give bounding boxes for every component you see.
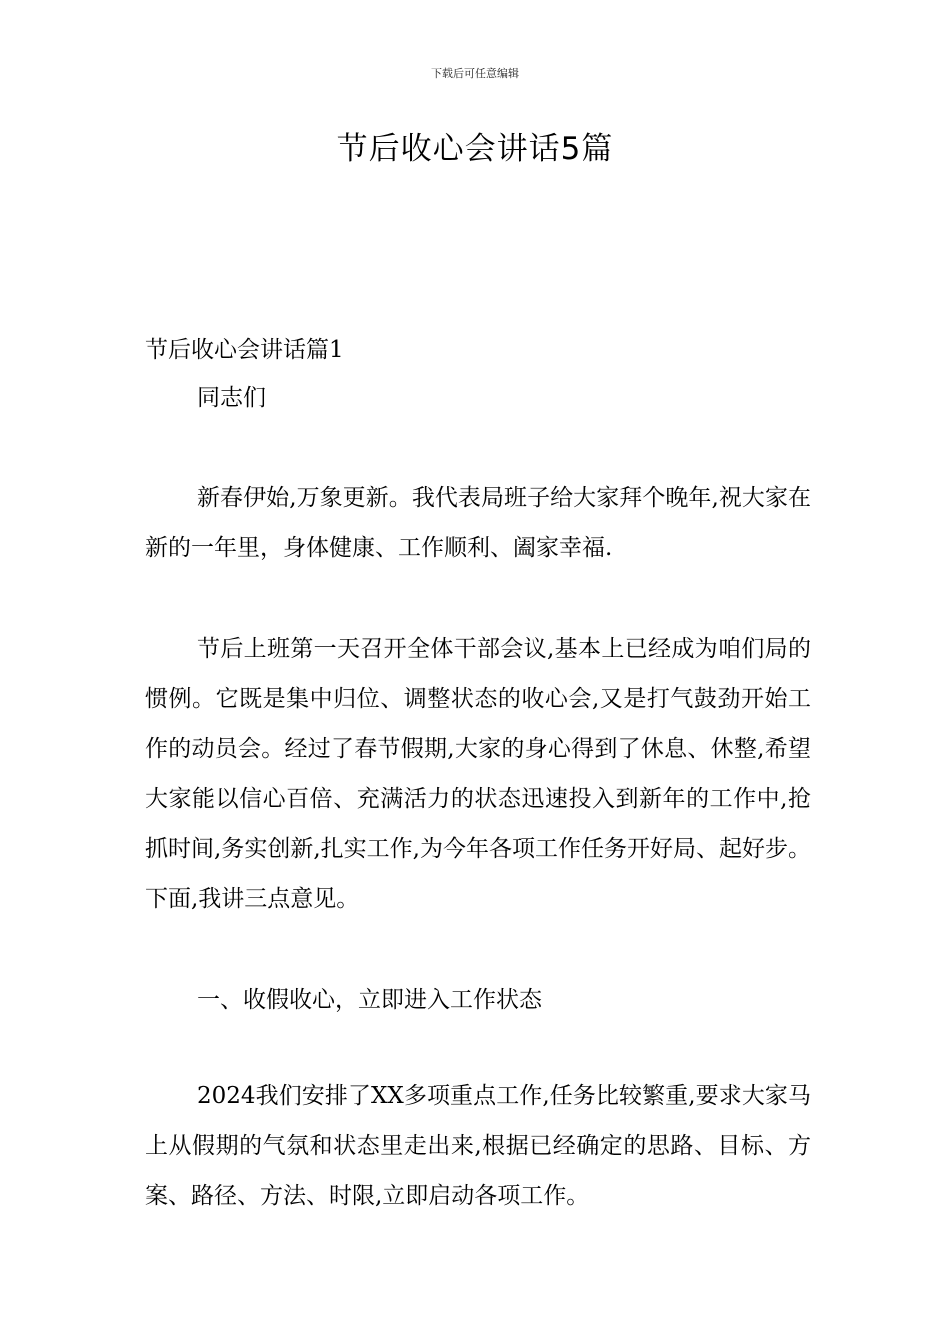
document-title: 节后收心会讲话5篇 [336, 131, 614, 167]
paragraph-greeting: 新春伊始,万象更新。我代表局班子给大家拜个晚年,祝大家在新的一年里，身体健康、工作顺利、阖家幸福. [145, 485, 811, 561]
section-heading: 节后收心会讲话篇1 [145, 337, 344, 363]
header-note: 下载后可任意编辑 [431, 67, 519, 80]
subheading-point-one: 一、收假收心，立即进入工作状态 [197, 987, 542, 1013]
salutation: 同志们 [197, 385, 266, 411]
paragraph-point-one: 2024我们安排了XX多项重点工作,任务比较繁重,要求大家马上从假期的气氛和状态里走出来,根据已经确定的思路、目标、方案、路径、方法、时限,立即启动各项工作。 [145, 1083, 811, 1209]
paragraph-meeting-purpose: 节后上班第一天召开全体干部会议,基本上已经成为咱们局的惯例。它既是集中归位、调整状态的收心会,又是打气鼓劲开始工作的动员会。经过了春节假期,大家的身心得到了休息、休整,希望大家能以信心百倍、充满活力的状态迅速投入到新年的工作中,抢抓时间,务实创新,扎实工作,为今年各项工作任务开好局、起好步。下面,我讲三点意见。 [145, 636, 811, 912]
